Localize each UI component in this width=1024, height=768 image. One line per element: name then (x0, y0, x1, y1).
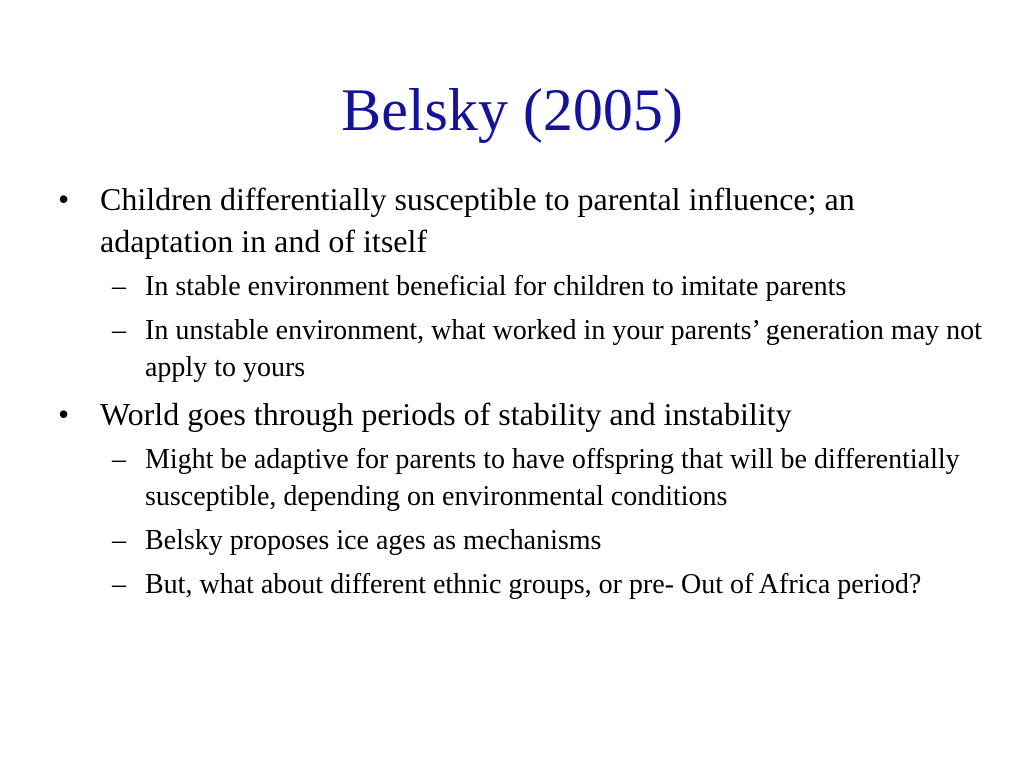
sub-list (58, 268, 988, 386)
sub-bullet-text: But, what about different ethnic groups, or pre- Out of Africa period? (145, 569, 922, 600)
sub-list (58, 441, 988, 603)
dash-marker: – (112, 271, 126, 302)
bullet-text: Children differentially susceptible to parental influence; an adaptation in and of itself (100, 181, 855, 259)
sub-bullet-item (100, 441, 988, 515)
sub-bullet-text: Belsky proposes ice ages as mechanisms (145, 525, 602, 556)
bullet-marker: • (58, 396, 70, 432)
bullet-marker: • (58, 181, 70, 217)
sub-bullet-item (100, 268, 988, 305)
slide-content (58, 178, 988, 610)
sub-bullet-item (100, 312, 988, 386)
sub-bullet-item (100, 522, 988, 559)
dash-marker: – (112, 444, 126, 475)
sub-bullet-text: In unstable environment, what worked in your parents’ generation may not apply to yours (145, 315, 982, 383)
dash-marker: – (112, 525, 126, 556)
bullet-text: World goes through periods of stability and instability (100, 396, 792, 432)
dash-marker: – (112, 569, 126, 600)
dash-marker: – (112, 315, 126, 346)
bullet-item (58, 178, 988, 262)
slide-title: Belsky (2005) (341, 77, 683, 143)
sub-bullet-item (100, 566, 988, 603)
sub-bullet-text: In stable environment beneficial for children to imitate parents (145, 271, 847, 302)
bullet-block (58, 393, 988, 603)
sub-bullet-text: Might be adaptive for parents to have offspring that will be differentially susceptible, depending on environmental conditions (145, 444, 960, 512)
bullet-item (58, 393, 988, 435)
bullet-block (58, 178, 988, 386)
